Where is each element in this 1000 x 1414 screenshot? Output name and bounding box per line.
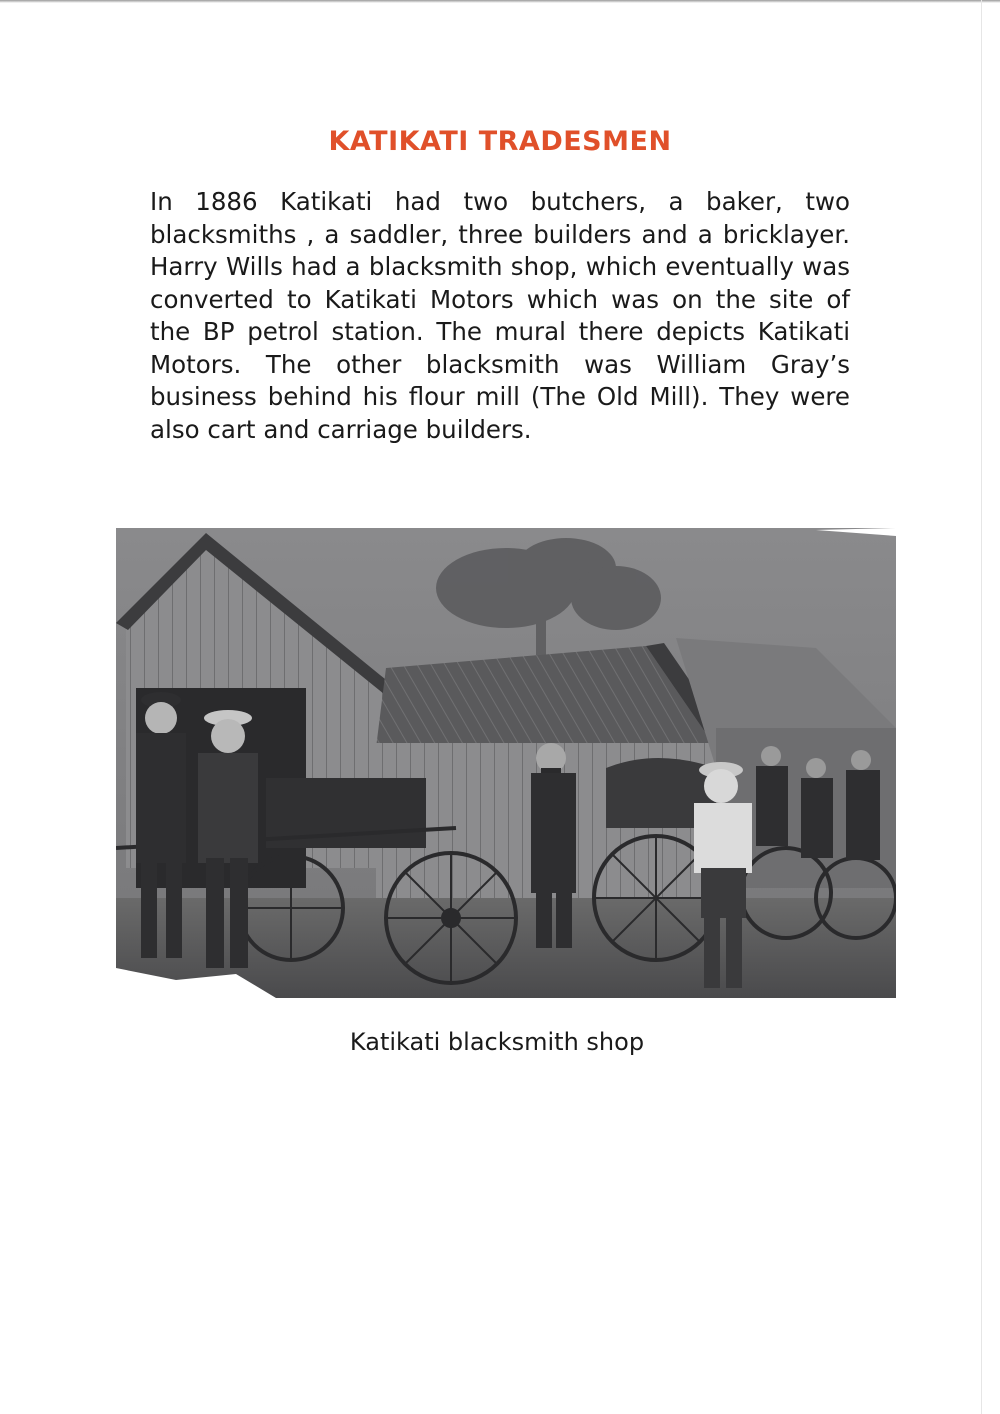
blacksmith-shop-photo (116, 528, 896, 998)
photo-caption: Katikati blacksmith shop (349, 1028, 645, 1056)
page-title: KATIKATI TRADESMEN (328, 126, 672, 157)
body-paragraph: In 1886 Katikati had two butchers, a baker, two blacksmiths , a saddler, three builders and a bricklayer. Harry Wills had a blacksmith shop, which eventually was converted to Katikati Motors which was on the site of the BP petrol station. The mural there depicts Katikati Motors. The other blacksmith was William Gray’s business behind his flour mill (The Old Mill). They were also cart and carriage builders. (150, 187, 850, 444)
scan-right-edge (981, 0, 982, 1414)
scan-top-edge (0, 0, 1000, 3)
photo-illustration (116, 528, 896, 998)
